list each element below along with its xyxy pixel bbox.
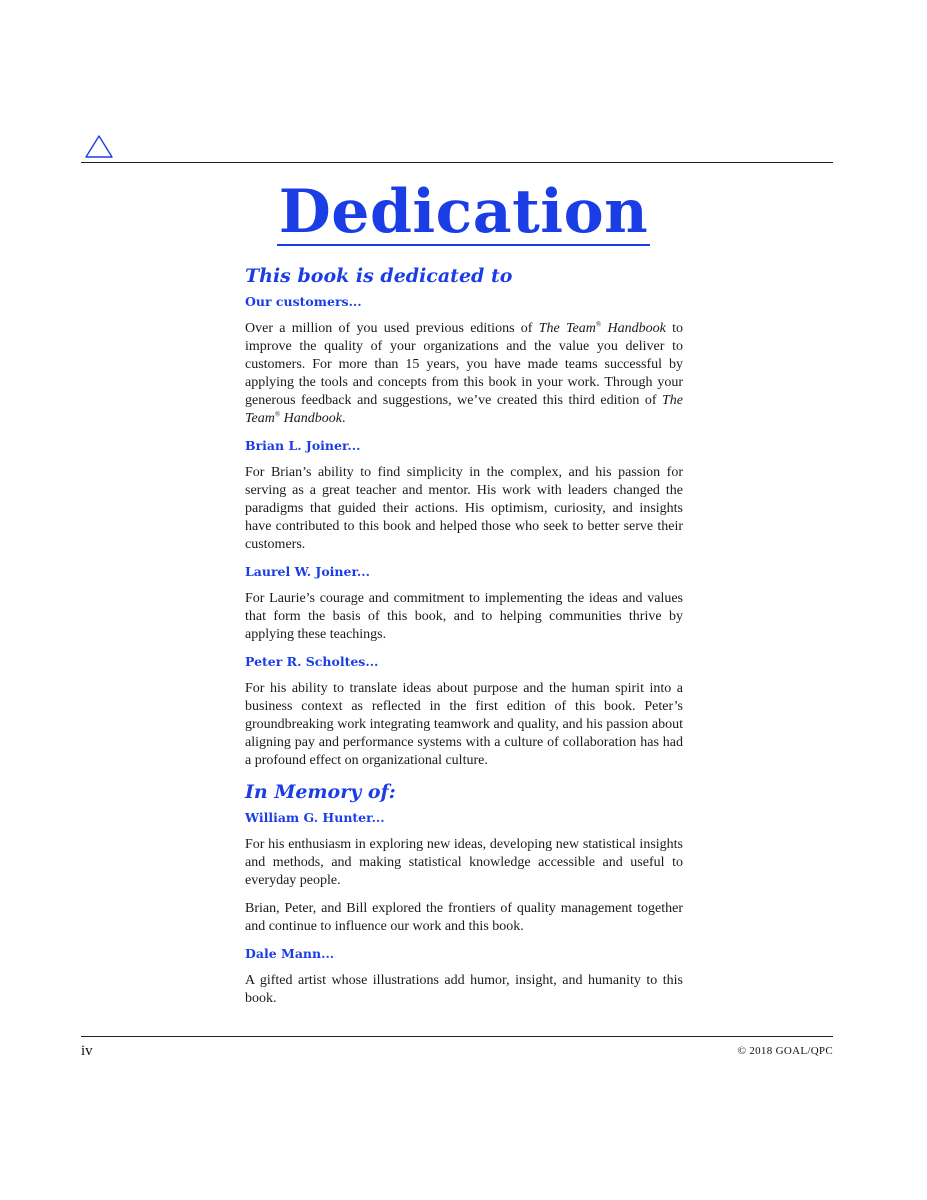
memorial-text-william: For his enthusiasm in exploring new ideas, developing new statistical insights and methods, and making statistical knowledge accessible and useful to everyday people. [245,837,683,888]
memorial-name-william: William G. Hunter... [245,810,385,825]
memorial-text-frontiers: Brian, Peter, and Bill explored the frontiers of quality management together and continue to influence our work and this book. [245,901,683,934]
dedication-text-laurel: For Laurie’s courage and commitment to implementing the ideas and values that form the basis of this book, and to helping communities thrive by applying these teachings. [245,591,683,642]
title-block [0,177,927,247]
dedicatee-name-laurel: Laurel W. Joiner... [245,564,370,579]
section-heading-memory: In Memory of: [245,781,396,803]
page-title: Dedication [278,177,649,247]
dedication-text-customers: Over a million of you used previous editions of The Team® Handbook to improve the quality of your organizations and the value you deliver to customers. For more than 15 years, you have made teams successful by applying the tools and concepts from this book in your work. Through your generous feedback and suggestions, we’ve created this third edition of The Team® Handbook. [245,320,684,426]
dedication-text-brian: For Brian’s ability to find simplicity in the complex, and his passion for serving as a great teacher and mentor. His work with leaders changed the paradigms that guided their actions. His optimism, curiosity, and insights have contributed to this book and helped those who seek to better serve their customers. [245,465,683,552]
memorial-name-dale: Dale Mann... [245,946,335,961]
dedication-content [245,264,683,1018]
dedicatee-name-customers: Our customers... [245,294,362,309]
copyright-notice: © 2018 GOAL/QPC [737,1045,833,1057]
header-rule [81,162,833,163]
dedicatee-name-brian: Brian L. Joiner... [245,438,361,453]
dedicatee-name-peter: Peter R. Scholtes... [245,654,379,669]
footer-rule [81,1036,833,1037]
page-number: iv [81,1043,93,1059]
memorial-text-dale: A gifted artist whose illustrations add humor, insight, and humanity to this book. [245,973,683,1006]
dedication-text-peter: For his ability to translate ideas about purpose and the human spirit into a business context as reflected in the first edition of this book. Peter’s groundbreaking work integrating teamwork and quality, and his passion about aligning pay and performance systems with a culture of collaboration has had a profound effect on organizational culture. [245,681,683,768]
triangle-outline-icon [84,134,114,160]
section-heading-dedicated: This book is dedicated to [245,265,513,287]
